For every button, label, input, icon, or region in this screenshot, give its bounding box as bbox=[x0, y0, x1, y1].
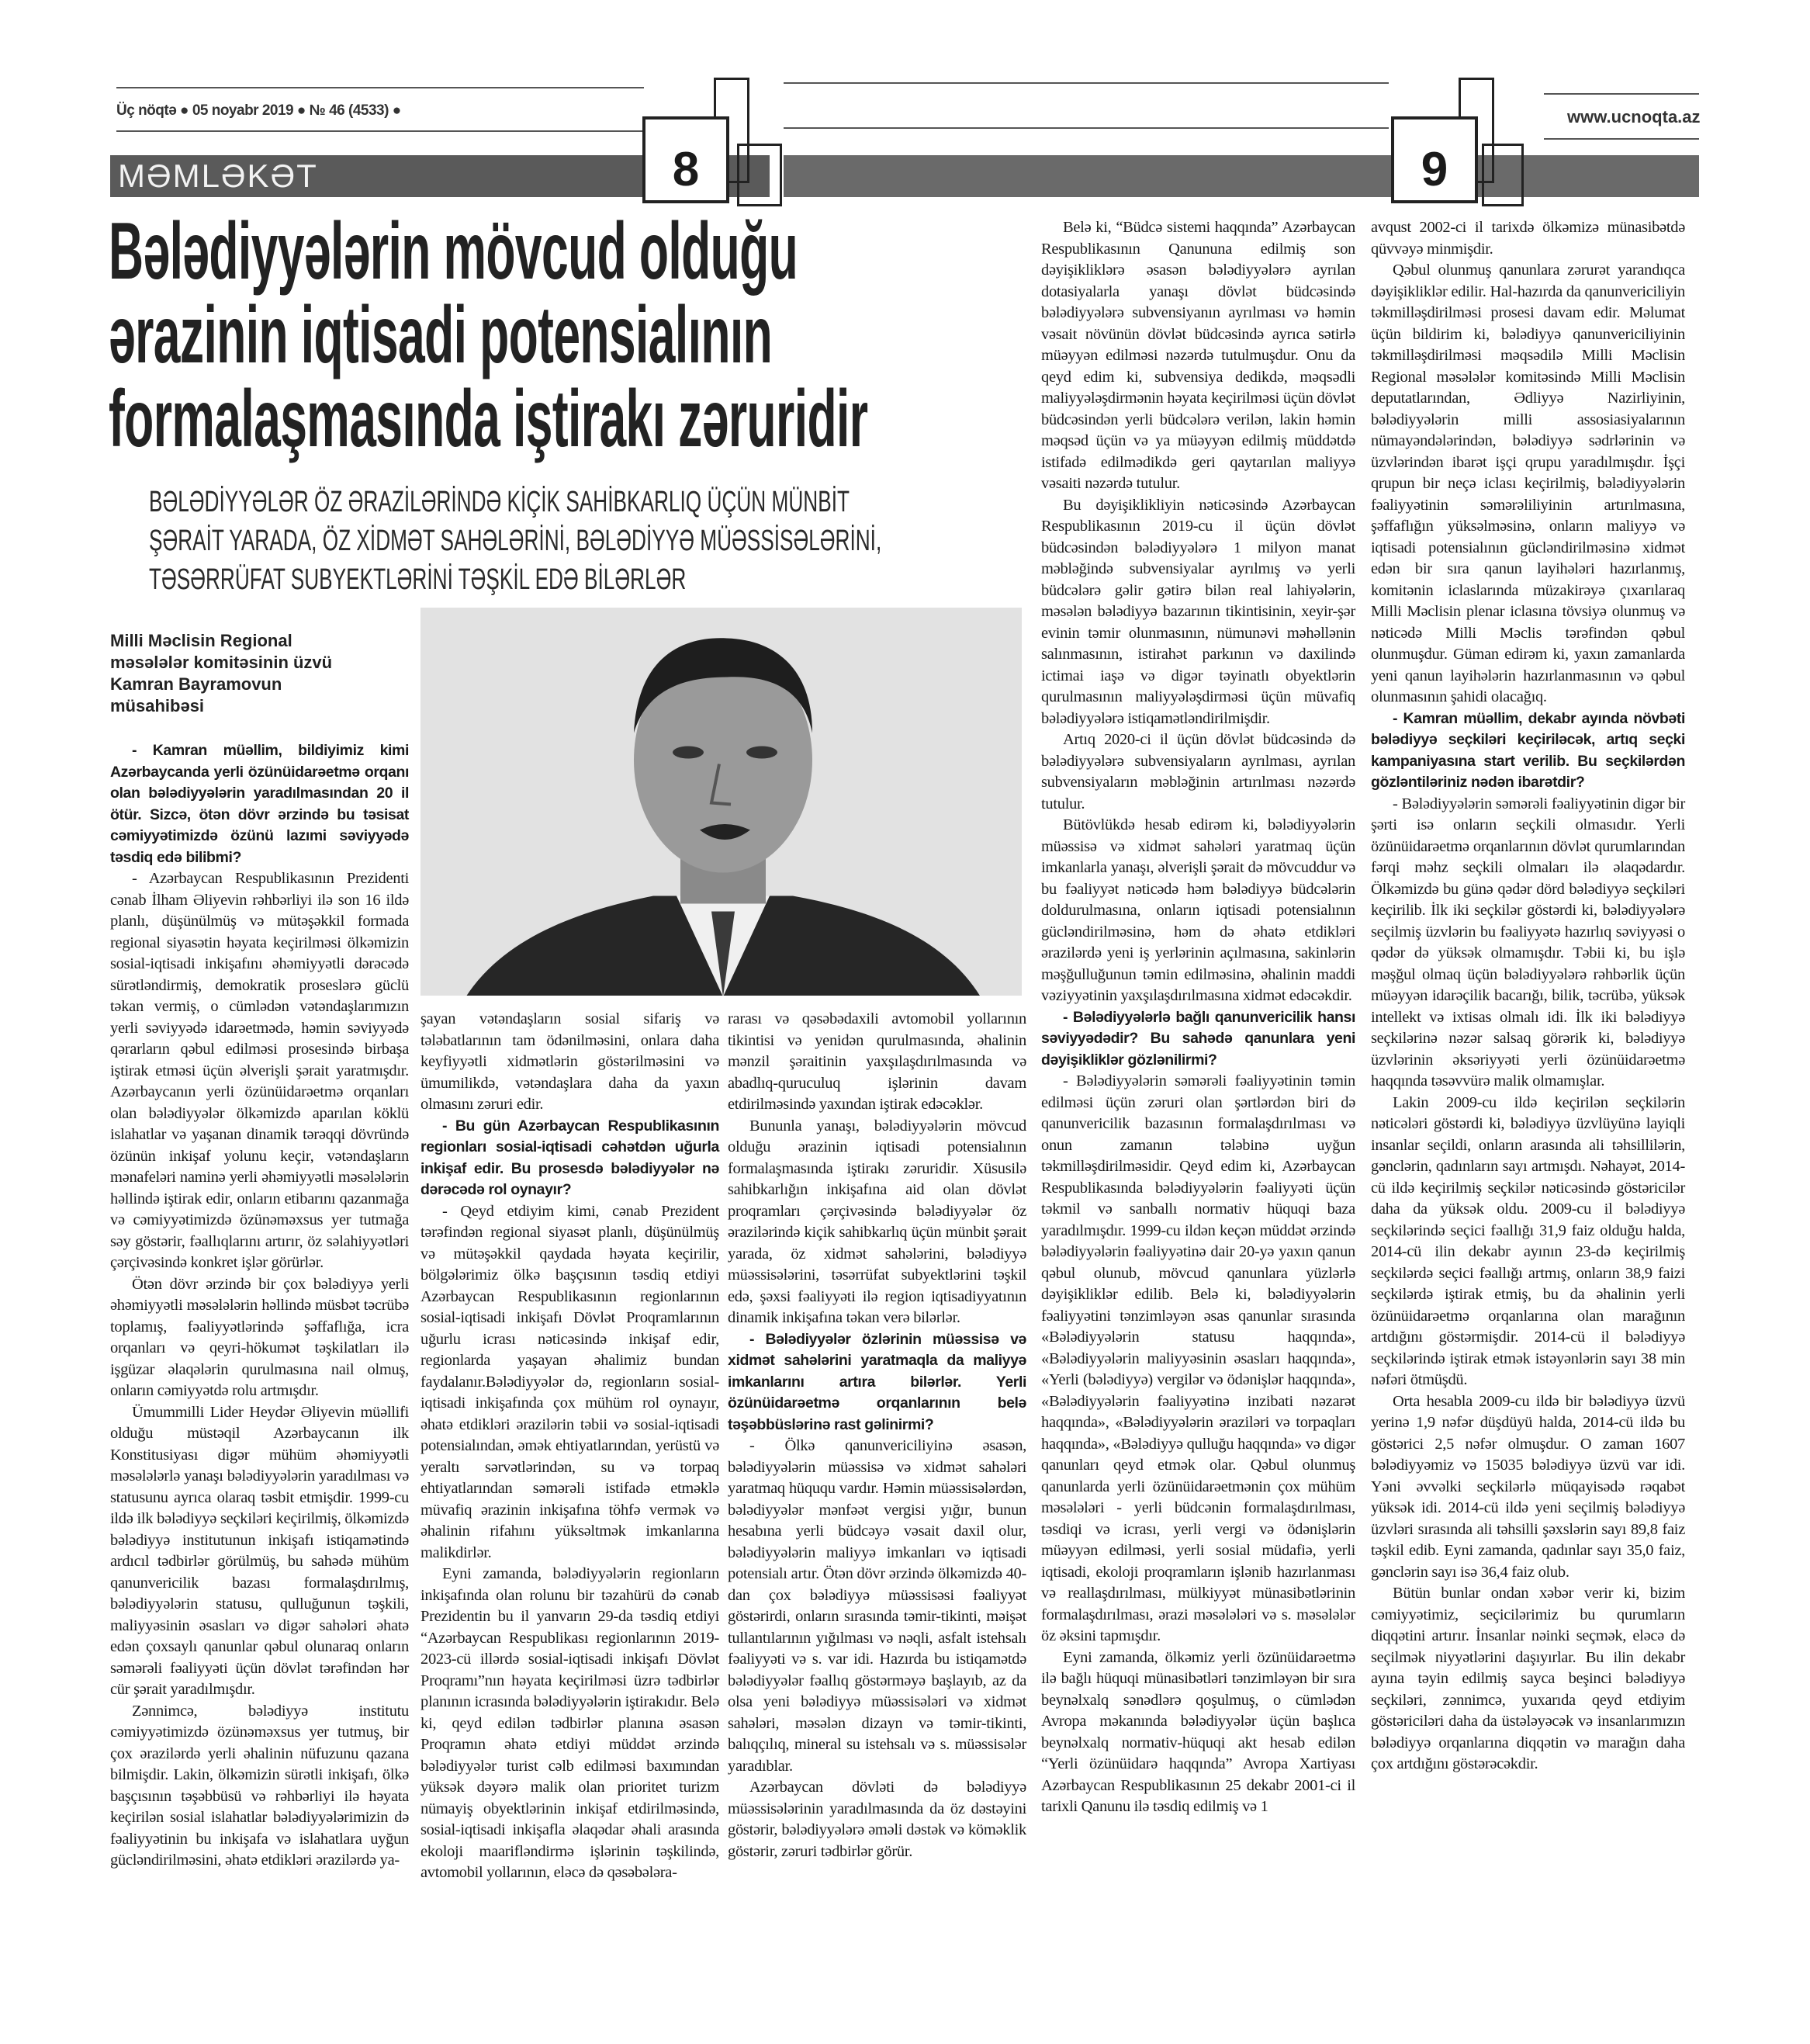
website-url: www.ucnoqta.az bbox=[1567, 107, 1701, 126]
divider bbox=[116, 87, 644, 88]
article-paragraph: Ümummilli Lider Heydər Əliyevin müəllifi olduğu müstəqil Azərbaycanın ilk Konstitusiyası digər mühüm əhəmiyyətli məsələlərlə yanaşı bələdiyyələrin yaradılması və statusunu ayrıca olaraq təsbit etmişdir. 1999-cu ildə ilk bələdiyyə seçkiləri keçirilmiş, ölkəmizdə bələdiyyə institutunun inkişafı istiqamətində ardıcıl tədbirlər görülmüş, bu sahədə mühüm qanunvericilik bazası formalaşdırılmış, bələdiyyələrin statusu, qulluğunun təşkili, maliyyəsinin əsasları və digər sahələri əhatə edən çoxsaylı qanunlar qəbul olunaraq onların səmərəli fəaliyyəti üçün dövlət tərəfindən hər cür şərait yaradılmışdır. bbox=[110, 1403, 409, 1698]
subheadline-line: BƏLƏDİYYƏLƏR ÖZ ƏRAZİLƏRİNDƏ KİÇİK SAHİBKARLIQ ÜÇÜN MÜNBİT bbox=[149, 486, 850, 518]
section-label: MƏMLƏKƏT bbox=[118, 158, 318, 194]
article-paragraph: Ötən dövr ərzində bir çox bələdiyyə yerli əhəmiyyətli məsələlərin həllində müsbət təcrübə toplamış, fəaliyyətlərində şəffaflığa, icra orqanları və qeyri-hökumət təşkilatları ilə işgüzar əlaqələrin qurulmasına nail olmuş, onların cəmiyyətdə rolu artmışdır. bbox=[110, 1275, 409, 1399]
page-number-left: 8 bbox=[642, 116, 729, 203]
divider bbox=[784, 127, 1389, 129]
article-paragraph: Bütün bunlar ondan xəbər verir ki, bizim cəmiyyətimiz, seçicilərimiz bu qurumların diqqətini artırır. İnsanlar nəinki seçmək, eləcə də seçilmək niyyətlərini daşıyırlar. Bu ilin dekabr ayına təyin edilmiş sayca beşinci bələdiyyə seçkiləri, zənnimcə, yuxarıda qeyd etdiyim göstəriciləri daha da üstələyəcək və insanlarımızın bələdiyyə orqanlarına diqqətin və marağın daha çox artdığını göstərəcəkdir. bbox=[1371, 1585, 1685, 1772]
article-paragraph: Artıq 2020-ci il üçün dövlət büdcəsində də bələdiyyələrə subvensiyaların ayrılması, ayrılan subvensiyaların məbləğinin artırılması nəzərdə tutulur. bbox=[1041, 731, 1355, 812]
article-paragraph: Bu dəyişiklikliyin nəticəsində Azərbaycan Respublikasının 2019-cu il üçün dövlət büdcəsindən bələdiyyələrə 1 milyon manat məbləğində subvensiyalar ayrılmış və yerli büdcələrə gəlir gətirə bilən real lahiyələrin, məsələn bələdiyyə bazarının tikintisinin, xeyir-şər evinin təmir olunmasının, nümunəvi məhəllənin salınmasının, istirahət parkının və daxilində ictimai iaşə və digər təyinatlı obyektlərin qurulmasının maliyyələşdirməsi üçün müvafiq bələdiyyələrə istiqamətləndirilmişdir. bbox=[1041, 496, 1355, 727]
article-paragraph: rarası və qəsəbədaxili avtomobil yollarının tikintisi və yenidən qurulmasında, əhalinin mənzil şəraitinin yaxşılaşdırılmasında və abadlıq-quruculuq işlərinin davam etdirilməsində yaxından iştirak edəcəklər. bbox=[728, 1010, 1026, 1113]
interview-question: - Bu gün Azərbaycan Respublikasının regionları sosial-iqtisadi cəhətdən uğurla inkişaf edir. Bu prosesdə bələdiyyələr nə dərəcədə rol oynayır? bbox=[420, 1117, 719, 1198]
divider bbox=[1544, 93, 1699, 95]
article-column-2 bbox=[420, 1009, 719, 1884]
divider bbox=[116, 130, 644, 132]
article-paragraph: - Azərbaycan Respublikasının Prezidenti cənab İlham Əliyevin rəhbərliyi ilə son 16 ildə planlı, düşünülmüş və mütəşəkkil formada regional siyasətin həyata keçirilməsi ölkəmizin sosial-iqtisadi inkişafını əhəmiyyətli dərəcədə sürətləndirmiş, demokratik proseslərə güclü təkan vermiş, o cümlədən vətəndaşlarımızın yerli səviyyədə idarəetmədə, həmin səviyyədə qərarların qəbul edilməsi prosesində birbaşa iştirak etməsi üçün əlverişli şərait yaratmışdır. Azərbaycanın yerli özünüidarəetmə orqanları olan bələdiyyələr ölkəmizdə aparılan köklü islahatlar və yaşanan dinamik tərəqqi dövründə özünün inkişaf yolunu keçir, vətəndaşların mənafeləri naminə yerli əhəmiyyətli məsələlərin həllində iştirak edir, onların etibarını qazanmağa və cəmiyyətimizdə özünəməxsus yer tutmağa səy göstərir, fəallıqlarını artırır, öz səlahiyyətləri çərçivəsində konkret işlər görürlər. bbox=[110, 870, 409, 1271]
interview-intro: Milli Məclisin Regional məsələlər komitəsinin üzvü Kamran Bayramovun müsahibəsi bbox=[110, 631, 333, 715]
article-column-5 bbox=[1371, 217, 1685, 1776]
interview-question: - Bələdiyyələr özlərinin müəssisə və xidmət sahələrini yaratmaqla da maliyyə imkanlarını artıra bilərlər. Yerli özünüidarəetmə orqanlarının belə təşəbbüslərinə rast gəlinirmi? bbox=[728, 1330, 1026, 1433]
headline-line: Bələdiyyələrin mövcud olduğu bbox=[109, 206, 798, 296]
article-paragraph: Zənnimcə, bələdiyyə institutu cəmiyyətimizdə özünəməxsus yer tutmuş, bir çox ərazilərdə yerli əhalinin nüfuzunu qazana bilmişdir. Lakin, ölkəmizin sürətli inkişafı, ölkə başçısının təşəbbüsü və rəhbərliyi ilə həyata keçirilən sosial islahatlar bələdiyyələrimizin də fəaliyyətinin bu inkişafa və islahatlara uyğun gücləndirilməsini, əhatə etdikləri ərazilərdə ya- bbox=[110, 1702, 409, 1869]
section-band bbox=[784, 155, 1699, 197]
article-paragraph: - Qeyd etdiyim kimi, cənab Prezident tərəfindən regional siyasət planlı, düşünülmüş və mütəşəkkil qaydada həyata keçirilir, bölgələrimiz ölkə başçısının təsdiq etdiyi Azərbaycan Respublikasının regionlarının sosial-iqtisadi inkişafı Dövlət Proqramlarının uğurlu icrası nəticəsində inkişaf edir, regionlarda yaşayan əhalimiz bundan faydalanır.Bələdiyyələr də, regionların sosial-iqtisadi inkişafında çox mühüm rol oynayır, əhatə etdikləri ərazilərin təbii və sosial-iqtisadi potensialından, əmək ehtiyatlarından, yerüstü və yeraltı sərvətlərindən, su və torpaq ehtiyatlarından səmərəli istifadə etməklə müvafiq ərazinin inkişafına töhfə vermək və əhalinin rifahını yüksəltmək imkanlarına malikdirlər. bbox=[420, 1202, 719, 1561]
decorative-square bbox=[737, 144, 782, 206]
portrait-photo bbox=[420, 608, 1022, 996]
interview-question: - Kamran müəllim, bildiyimiz kimi Azərbaycanda yerli özünüidarəetmə orqanı olan bələdiyyələrin yaradılmasından 20 il ötür. Sizcə, ötən dövr ərzində bu təsisat cəmiyyətimizdə özünü lazımi səviyyədə təsdiq edə bilibmi? bbox=[110, 742, 409, 866]
headline bbox=[109, 206, 1021, 464]
interview-question: - Kamran müəllim, dekabr ayında növbəti bələdiyyə seçkiləri keçiriləcək, artıq seçki kampaniyasına start verilib. Bu seçkilərdən gözləntiləriniz nədən ibarətdir? bbox=[1371, 709, 1685, 791]
subheadline-line: ŞƏRAİT YARADA, ÖZ XİDMƏT SAHƏLƏRİNİ, BƏLƏDİYYƏ MÜƏSSİSƏLƏRİNİ, bbox=[149, 525, 882, 557]
article-paragraph: Orta hesabla 2009-cu ildə bir bələdiyyə üzvü yerinə 1,9 nəfər düşdüyü halda, 2014-cü ildə bu göstərici 2,5 nəfər olmuşdur. O zaman 1607 bələdiyyəmiz və 15035 bələdiyyə üzvü var idi. Yəni əvvəlki seçkilərlə müqayisədə rəqabət yüksək idi. 2014-cü ildə yeni seçilmiş bələdiyyə üzvləri sırasında ali təhsilli şəxslərin sayı 89,8 faiz təşkil edib. Eyni zamanda, qadınlar sayı 35,0 faiz, gənclərin sayı isə 36,4 faiz olub. bbox=[1371, 1392, 1685, 1581]
subheadline-line: TƏSƏRRÜFAT SUBYEKTLƏRİNİ TƏŞKİL EDƏ BİLƏRLƏR bbox=[149, 563, 687, 596]
article-column-3 bbox=[728, 1009, 1026, 1862]
article-paragraph: Lakin 2009-cu ildə keçirilən seçkilərin nəticələri göstərdi ki, bələdiyyə üzvlüyünə layiqli insanlar seçildi, onların arasında ali təhsillilərin, gənclərin, qadınların sayı artmışdı. Nəhayət, 2014-cü ildə keçirilmiş seçkilər nəticəsində göstəricilər daha da yüksək oldu. 2009-cu il bələdiyyə seçkilərində seçici fəallığı 31,9 faiz olduğu halda, 2014-cü ilin dekabr ayının 23-də keçirilmiş seçkilərdə seçici fəallığı artmış, onların 38,9 faizi seçkilərdə iştirak etmiş, bu da əhalinin yerli özünüidarəetmə orqanlarına olan marağının artdığını göstərmişdir. 2014-cü il bələdiyyə seçkilərində iştirak etmək istəyənlərin sayı 38 min nəfəri ötmüşdü. bbox=[1371, 1093, 1685, 1388]
subheadline bbox=[149, 483, 1027, 599]
article-paragraph: Bütövlükdə hesab edirəm ki, bələdiyyələrin müəssisə və xidmət sahələri yaratmaq üçün imkanlarla yanaşı, əlverişli şərait də mövcuddur və bu fəaliyyət nəticədə həm bələdiyyə büdcələrin doldurulmasına, onların iqtisadi potensialının gücləndirilməsinə, həm də əhatə etdikləri ərazilərdə yeni iş yerlərinin açılmasına, sakinlərin məşğulluğunun təmin edilməsinə, əhalinin maddi vəziyyətinin yaxşılaşdırılmasına xidmət edəcəkdir. bbox=[1041, 816, 1355, 1004]
divider bbox=[1544, 138, 1699, 140]
article-column-4 bbox=[1041, 217, 1355, 1818]
issue-info: Üç nöqtə ● 05 noyabr 2019 ● № 46 (4533) ● bbox=[116, 102, 401, 119]
article-paragraph: - Bələdiyyələrin səmərəli fəaliyyətinin təmin edilməsi üçün zəruri olan şərtlərdən biri də qanunvericilik bazasının formalaşdırılması və onun zamanın tələbinə uyğun təkmilləşdirilməsidir. Qeyd edim ki, Azərbaycan Respublikasında bələdiyyələrin fəaliyyəti üçün təkmil və sanballı normativ hüquqi baza yaradılmışdır. 1999-cu ildən keçən müddət ərzində bələdiyyələrin fəaliyyətinə dair 20-yə yaxın qanun qəbul olunub, mövcud qanunlara yüzlərlə dəyişikliklər edilib. Belə ki, bələdiyyələrin fəaliyyətini tənzimləyən əsas qanunlar sırasında «Bələdiyyələrin statusu haqqında», «Bələdiyyələrin maliyyəsinin əsasları haqqında», «Yerli (bələdiyyə) vergilər və ödənişlər haqqında», «Bələdiyyələrin fəaliyyətinə inzibati nəzarət haqqında», «Bələdiyyələrin əraziləri və torpaqları haqqında», «Bələdiyyə qulluğu haqqında» və digər qanunları qeyd etmək olar. Qəbul olunmuş qanunlarda yerli özünüidarəetmənin çox mühüm məsələləri - yerli büdcənin formalaşdırılması, təsdiqi və icrası, yerli vergi və ödənişlərin müəyyən edilməsi, yerli sosial müdafiə, yerli iqtisadi, ekoloji proqramların işlənib hazırlanması və reallaşdırılması, mülkiyyət münasibətlərinin formalaşdırılması, ərazi məsələləri və s. məsələlər öz əksini tapmışdır. bbox=[1041, 1072, 1355, 1644]
article-paragraph: Azərbaycan dövləti də bələdiyyə müəssisələrinin yaradılmasında da öz dəstəyini göstərir, bələdiyyələrə əməli dəstək və köməklik göstərir, zəruri tədbirlər görür. bbox=[728, 1779, 1026, 1860]
page-number-right: 9 bbox=[1391, 116, 1478, 203]
article-column-1 bbox=[110, 630, 409, 1872]
decorative-square bbox=[1482, 144, 1524, 206]
headline-line: ərazinin iqtisadi potensialının bbox=[109, 290, 773, 380]
article-paragraph: - Bələdiyyələrin səmərəli fəaliyyətinin digər bir şərti isə onların seçkili olmasıdır. Yerli özünüidarəetmə orqanlarının dövlət qurumlarından fərqi məhz seçkili olmaları ilə əlaqədardır. Ölkəmizdə bu günə qədər dörd bələdiyyə seçkiləri keçirilib. İlk iki seçkilər göstərdi ki, bələdiyyələrə seçilmiş üzvlərin bu fəaliyyətə hazırlıq səviyyəsi o qədər də yüksək olmamışdır. Təbii ki, bu işlə məşğul olmaq üçün bələdiyyələrə rəhbərlik üçün müəyyən idarəçilik bacarığı, bilik, təcrübə, yüksək intellekt və ixtisas olmalı idi. İlk iki bələdiyyə seçkilərinə nəzər salsaq görərik ki, bələdiyyə üzvlərinin əksəriyyəti yerli özünüidarəetmə haqqında təsəvvürə malik olmamışlar. bbox=[1371, 795, 1685, 1090]
article-paragraph: avqust 2002-ci il tarixdə ölkəmizə münasibətdə qüvvəyə minmişdir. bbox=[1371, 219, 1685, 258]
interview-question: - Bələdiyyələrlə bağlı qanunvericilik hansı səviyyədədir? Bu sahədə qanunlara yeni dəyişikliklər gözlənilirmi? bbox=[1041, 1008, 1355, 1069]
article-paragraph: Eyni zamanda, ölkəmiz yerli özünüidarəetmə ilə bağlı hüquqi münasibətləri tənzimləyən bir sıra beynəlxalq sənədlərə qoşulmuş, o cümlədən Avropa məkanında bələdiyyələr üçün başlıca beynəlxalq normativ-hüquqi akt hesab edilən “Yerli özünüidarə haqqında” Avropa Xartiyası Azərbaycan Respublikasının 25 dekabr 2001-ci il tarixli Qanunu ilə təsdiq edilmiş və 1 bbox=[1041, 1648, 1355, 1815]
article-paragraph: Qəbul olunmuş qanunlara zərurət yarandıqca dəyişikliklər edilir. Hal-hazırda da qanunvericiliyin təkmilləşdirilməsi prosesi davam edir. Məlumat üçün bildirim ki, bələdiyyə qanunvericiliyinin təkmilləşdirilməsi məqsədilə Milli Məclisin Regional məsələlər komitəsində Milli Məclisin deputatlarından, Ədliyyə Nazirliyinin, bələdiyyələrin milli assosiasiyalarının nümayəndələrindən, bələdiyyə sədrlərinin və üzvlərindən ibarət işçi qrupu yaradılmışdır. İşçi qrupun bir neçə iclası keçirilmiş, bələdiyyələrin fəaliyyətinin səmərəliliyinin artırılmasına, şəffaflığın yüksəlməsinə, onların maliyyə və iqtisadi potensialının gücləndirilməsinə xidmət edən bir sıra qanun layihələri hazırlanmış, komitənin iclaslarında müzakirəyə çıxarılaraq Milli Məclisin plenar iclasına tövsiyə olunmuş və nəticədə Milli Məclis tərəfindən qəbul olunmuşdur. Güman edirəm ki, yaxın zamanlarda yeni qanun layihələrin hazırlanmasının və qəbul olunmasının şahidi olacağıq. bbox=[1371, 262, 1685, 705]
article-paragraph: şayan vətəndaşların sosial sifariş və tələbatlarının tam ödənilməsini, onlara daha keyfiyyətli xidmətlərin göstərilməsini və ümumilikdə, vətəndaşlara daha da yaxın olmasını zəruri edir. bbox=[420, 1010, 719, 1113]
article-paragraph: Eyni zamanda, bələdiyyələrin regionların inkişafında olan rolunu bir təzahürü də cənab Prezidentin bu il yanvarın 29-da təsdiq etdiyi “Azərbaycan Respublikası regionlarının 2019-2023-cü illərdə sosial-iqtisadi inkişafı Dövlət Proqramı”nın həyata keçirilməsi üzrə tədbirlər planının icrasında bələdiyyələrin iştirakıdır. Belə ki, qeyd edilən tədbirlər planına əsasən Proqramın əhatə etdiyi müddət ərzində bələdiyyələr turist cəlb edilməsi baxımından yüksək dəyərə malik olan prioritet turizm nümayiş obyektlərinin inkişaf etdirilməsində, sosial-iqtisadi inkişafla əlaqədar əhali arasında ekoloji maarifləndirmə işlərinin təşkilində, avtomobil yollarının, eləcə də qəsəbələra- bbox=[420, 1565, 719, 1881]
divider bbox=[784, 82, 1389, 84]
article-paragraph: Belə ki, “Büdcə sistemi haqqında” Azərbaycan Respublikasının Qanununa edilmiş son dəyişikliklərə əsasən bələdiyyələrə ayrılan dotasiyalarla yanaşı dövlət büdcəsində bələdiyyələrə subvensiyanın ayrılması və həmin vəsait növünün dövlət büdcəsində ayrıca sətirlə müəyyən edilməsi nəzərdə tutulmuşdur. Onu da qeyd edim ki, subvensiya dedikdə, məqsədli maliyyələşdirmənin həyata keçirilməsi üçün dövlət büdcəsindən yerli büdcələrə verilən, lakin həmin məqsəd üçün və ya müəyyən edilmiş müddətdə istifadə edilmədikdə geri qaytarılan maliyyə vəsaiti nəzərdə tutulur. bbox=[1041, 219, 1355, 492]
headline-line: formalaşmasında iştirakı zəruridir bbox=[109, 374, 868, 464]
article-paragraph: - Ölkə qanunvericiliyinə əsasən, bələdiyyələrin müəssisə və xidmət sahələri yaratmaq hüququ vardır. Həmin müəssisələrdən, bələdiyyələr mənfəət vergisi yığır, bunun hesabına yerli büdcəyə vəsait daxil olur, bələdiyyələrin maliyyə imkanları və iqtisadi potensialı artır. Ötən dövr ərzində ölkəmizdə 40-dan çox bələdiyyə müəssisəsi fəaliyyət göstərirdi, onların sırasında təmir-tikinti, məişət tullantılarının yığılması və nəqli, asfalt istehsalı fəaliyyəti və s. var idi. Hazırda bu istiqamətdə bələdiyyələr fəallıq göstərməyə başlayıb, az da olsa yeni bələdiyyə müəssisələri və xidmət sahələri, məsələn dizayn və təmir-tikinti, balıqçılıq, mineral su istehsalı və s. müəssisələr yaradıblar. bbox=[728, 1437, 1026, 1775]
article-paragraph: Bununla yanaşı, bələdiyyələrin mövcud olduğu ərazinin iqtisadi potensialının formalaşmasında iştirakı zəruridir. Xüsusilə sahibkarlığın inkişafına aid olan dövlət proqramları çərçivəsində bələdiyyələr öz ərazilərində kiçik sahibkarlıq üçün münbit şərait yarada, öz xidmət sahələrini, bələdiyyə müəssisələrini, təsərrüfat subyektlərini təşkil edə, şəxsi fəaliyyəti ilə region iqtisadiyyatının dinamik inkişafına təkan verə bilərlər. bbox=[728, 1117, 1026, 1326]
